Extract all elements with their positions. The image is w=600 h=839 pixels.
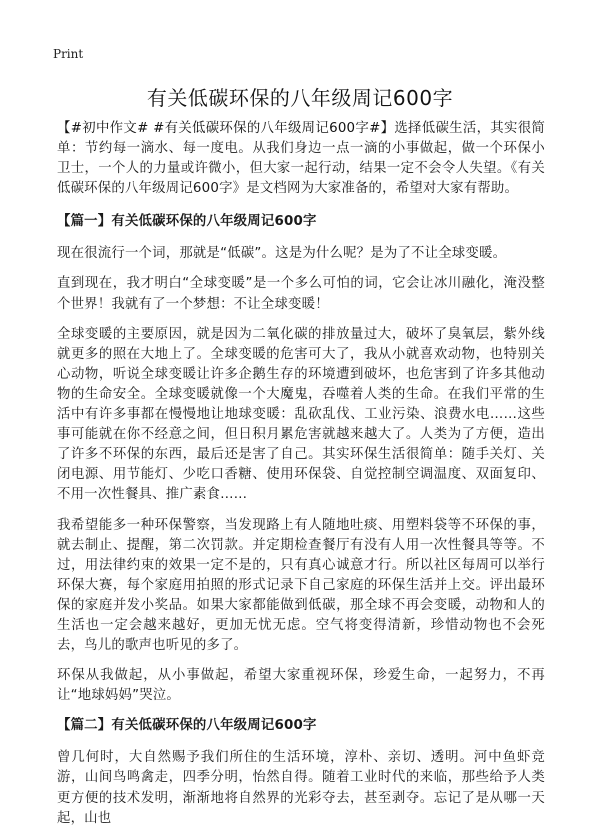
paragraph: 直到现在，我才明白“全球变暖”是一个多么可怕的词，它会让冰川融化，淹没整个世界！我就有了一个梦想：不让全球变暖！ [57,276,545,312]
paragraph: 现在很流行一个词，那就是“低碳”。这是为什么呢？是为了不让全球变暖。 [57,246,507,262]
intro-tags: 【#初中作文# #有关低碳环保的八年级周记600字#】 [57,121,395,136]
intro-text: 选择低碳生活，其实很简单：节约每一滴水、每一度电。从我们身边一点一滴的小事做起，做一个环保小卫士，一个人的力量或许微小，但大家一起行动，结果一定不会令人失望。《有关低碳环保的八年级周记600字》是文档网为大家准备的，希望对大家有帮助。 [57,121,545,197]
section-heading-1: 【篇一】有关低碳环保的八年级周记600字 [57,214,317,230]
article-body [57,119,545,839]
paragraph: 我希望能多一种环保警察，当发现路上有人随地吐痰、用塑料袋等不环保的事，就去制止、提醒，第二次罚款。并定期检查餐厅有没有人用一次性餐具等等。不过，用法律约束的效果一定不是的，只有真心诚意才行。所以社区每周可以举行环保大赛，每个家庭用拍照的形式记录下自己家庭的环保生活并上交。评出最环保的家庭并发小奖品。如果大家都能做到低碳，那全球不再会变暖，动物和人的生活也一定会越来越好，更加无忧无虑。空气将变得清新，珍惜动物也不会死去，鸟儿的歌声也听见的多了。 [57,517,545,654]
paragraph: 全球变暖的主要原因，就是因为二氧化碳的排放量过大，破坏了臭氧层，紫外线就更多的照在大地上了。全球变暖的危害可大了，我从小就喜欢动物，也特别关心动物，听说全球变暖让许多企鹅生存的环境遭到破坏，也危害到了许多其他动物的生命安全。全球变暖就像一个大魔鬼，吞噬着人类的生命。在我们平常的生活中有许多事都在慢慢地让地球变暖：乱砍乱伐、工业污染、浪费水电……这些事可能就在你不经意之间，但日积月累危害就越来越大了。人类为了方便，造出了许多不环保的东西，最后还是害了自己。其实环保生活很简单：随手关灯、关闭电源、用节能灯、少吃口香糖、使用环保袋、自觉控制空调温度、双面复印、不用一次性餐具、推广素食…… [57,326,545,503]
paragraph: 环保从我做起，从小事做起，希望大家重视环保，珍爱生命，一起努力，不再让“地球妈妈”哭泣。 [57,668,545,704]
page-title: 有关低碳环保的八年级周记600字 [146,86,454,110]
section-heading-2: 【篇二】有关低碳环保的八年级周记600字 [57,718,317,734]
paragraph: 曾几何时，大自然赐予我们所住的生活环境，淳朴、亲切、透明。河中鱼虾竞游，山间鸟鸣禽走，四季分明，怡然自得。随着工业时代的来临，那些给予人类更方便的技术发明，渐渐地将自然界的光彩夺去，甚至剥夺。忘记了是从哪一天起，山也 [57,750,545,826]
print-link[interactable]: Print [53,47,84,61]
intro-paragraph [57,119,545,199]
